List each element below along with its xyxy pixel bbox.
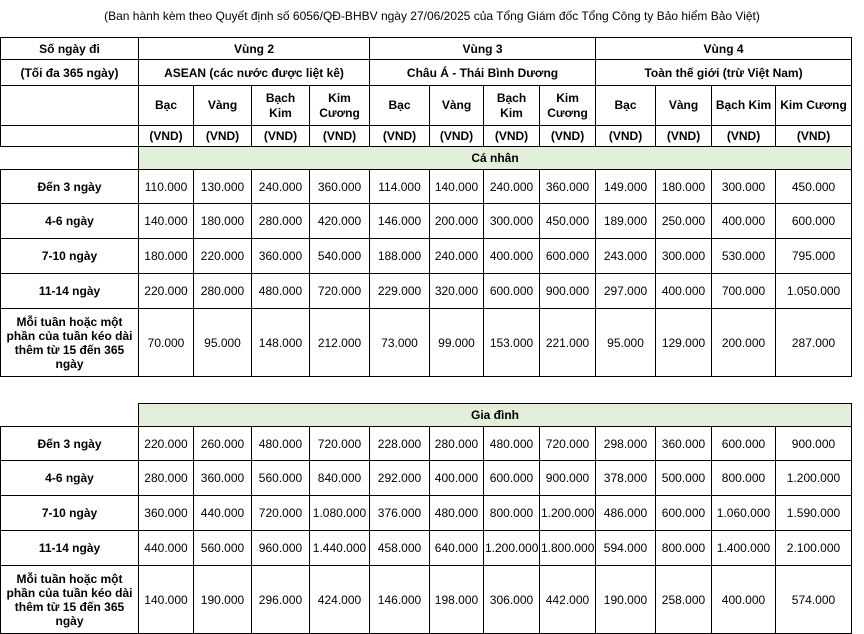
family-premium-cell: 1.200.000: [484, 531, 540, 566]
family-premium-cell: 360.000: [194, 461, 252, 496]
family-premium-cell: 440.000: [139, 531, 194, 566]
days-label: Số ngày đi: [1, 38, 139, 60]
family-premium-cell: 800.000: [484, 496, 540, 531]
personal-premium-cell: 450.000: [776, 170, 852, 204]
family-premium-cell: 480.000: [430, 496, 484, 531]
plan-header: Bạch Kim: [484, 86, 540, 126]
family-premium-cell: 378.000: [596, 461, 656, 496]
personal-premium-cell: 360.000: [310, 170, 370, 204]
currency-label: (VND): [540, 126, 596, 147]
region-2-desc: ASEAN (các nước được liệt kê): [139, 60, 370, 86]
family-premium-cell: 258.000: [656, 566, 712, 634]
personal-premium-cell: 320.000: [430, 274, 484, 309]
family-premium-cell: 1.800.000: [540, 531, 596, 566]
personal-premium-cell: 212.000: [310, 309, 370, 377]
family-premium-cell: 1.200.000: [776, 461, 852, 496]
personal-premium-cell: 220.000: [139, 274, 194, 309]
personal-premium-cell: 146.000: [370, 204, 430, 239]
personal-premium-cell: 140.000: [139, 204, 194, 239]
family-premium-cell: 800.000: [712, 461, 776, 496]
family-row-label: 11-14 ngày: [1, 531, 139, 566]
personal-premium-cell: 110.000: [139, 170, 194, 204]
family-row-label: 7-10 ngày: [1, 496, 139, 531]
currency-label: (VND): [712, 126, 776, 147]
currency-label: (VND): [596, 126, 656, 147]
personal-premium-cell: 220.000: [194, 239, 252, 274]
currency-blank: [1, 126, 139, 147]
personal-premium-cell: 73.000: [370, 309, 430, 377]
family-premium-cell: 600.000: [484, 461, 540, 496]
currency-label: (VND): [252, 126, 310, 147]
personal-row-label: Mỗi tuần hoặc một phần của tuần kéo dài thêm từ 15 đến 365 ngày: [1, 309, 139, 377]
family-premium-cell: 458.000: [370, 531, 430, 566]
plan-header: Bạc: [370, 86, 430, 126]
family-premium-cell: 190.000: [596, 566, 656, 634]
currency-label: (VND): [194, 126, 252, 147]
personal-premium-cell: 130.000: [194, 170, 252, 204]
personal-premium-cell: 148.000: [252, 309, 310, 377]
family-premium-cell: 1.590.000: [776, 496, 852, 531]
personal-premium-cell: 420.000: [310, 204, 370, 239]
family-premium-cell: 424.000: [310, 566, 370, 634]
family-premium-cell: 600.000: [712, 427, 776, 461]
family-premium-cell: 560.000: [252, 461, 310, 496]
family-section-title: Gia đình: [139, 404, 852, 427]
personal-premium-cell: 297.000: [596, 274, 656, 309]
region-3-name: Vùng 3: [370, 38, 596, 60]
personal-premium-cell: 240.000: [252, 170, 310, 204]
family-premium-cell: 292.000: [370, 461, 430, 496]
personal-premium-cell: 700.000: [712, 274, 776, 309]
plan-header: Bạch Kim: [252, 86, 310, 126]
plan-header: Vàng: [194, 86, 252, 126]
personal-premium-cell: 1.050.000: [776, 274, 852, 309]
family-premium-cell: 1.200.000: [540, 496, 596, 531]
family-premium-cell: 480.000: [484, 427, 540, 461]
personal-premium-cell: 189.000: [596, 204, 656, 239]
personal-premium-cell: 99.000: [430, 309, 484, 377]
personal-premium-cell: 300.000: [712, 170, 776, 204]
personal-premium-cell: 250.000: [656, 204, 712, 239]
personal-premium-cell: 243.000: [596, 239, 656, 274]
currency-label: (VND): [776, 126, 852, 147]
family-premium-cell: 1.400.000: [712, 531, 776, 566]
family-premium-cell: 960.000: [252, 531, 310, 566]
currency-label: (VND): [139, 126, 194, 147]
family-premium-cell: 2.100.000: [776, 531, 852, 566]
days-max: (Tối đa 365 ngày): [1, 60, 139, 86]
family-row-label: 4-6 ngày: [1, 461, 139, 496]
plan-header: Bạc: [596, 86, 656, 126]
personal-premium-cell: 180.000: [139, 239, 194, 274]
personal-premium-cell: 600.000: [540, 239, 596, 274]
family-premium-cell: 574.000: [776, 566, 852, 634]
personal-row-label: 7-10 ngày: [1, 239, 139, 274]
personal-premium-cell: 180.000: [656, 170, 712, 204]
personal-row-label: 11-14 ngày: [1, 274, 139, 309]
personal-premium-cell: 287.000: [776, 309, 852, 377]
family-row-label: Đến 3 ngày: [1, 427, 139, 461]
family-premium-cell: 1.440.000: [310, 531, 370, 566]
personal-premium-cell: 300.000: [484, 204, 540, 239]
plan-header: Vàng: [430, 86, 484, 126]
personal-premium-cell: 280.000: [252, 204, 310, 239]
personal-premium-cell: 200.000: [430, 204, 484, 239]
family-premium-cell: 306.000: [484, 566, 540, 634]
personal-premium-cell: 300.000: [656, 239, 712, 274]
family-premium-cell: 1.080.000: [310, 496, 370, 531]
family-premium-cell: 400.000: [430, 461, 484, 496]
plan-header: Bạch Kim: [712, 86, 776, 126]
family-premium-cell: 480.000: [252, 427, 310, 461]
region-3-desc: Châu Á - Thái Bình Dương: [370, 60, 596, 86]
personal-row-label: Đến 3 ngày: [1, 170, 139, 204]
family-premium-cell: 360.000: [656, 427, 712, 461]
plan-header: Kim Cương: [776, 86, 852, 126]
plan-header: Kim Cương: [310, 86, 370, 126]
personal-premium-cell: 240.000: [430, 239, 484, 274]
personal-premium-cell: 153.000: [484, 309, 540, 377]
family-premium-table: [0, 403, 852, 634]
personal-premium-cell: 360.000: [540, 170, 596, 204]
personal-row-label: 4-6 ngày: [1, 204, 139, 239]
family-premium-cell: 198.000: [430, 566, 484, 634]
family-premium-cell: 560.000: [194, 531, 252, 566]
plan-header: Kim Cương: [540, 86, 596, 126]
personal-premium-cell: 188.000: [370, 239, 430, 274]
personal-premium-cell: 221.000: [540, 309, 596, 377]
personal-premium-table: [0, 37, 852, 377]
family-premium-cell: 720.000: [310, 427, 370, 461]
family-premium-cell: 1.060.000: [712, 496, 776, 531]
family-blank: [1, 404, 139, 427]
personal-premium-cell: 600.000: [776, 204, 852, 239]
personal-premium-cell: 795.000: [776, 239, 852, 274]
family-premium-cell: 900.000: [540, 461, 596, 496]
region-2-name: Vùng 2: [139, 38, 370, 60]
family-premium-cell: 260.000: [194, 427, 252, 461]
family-premium-cell: 600.000: [656, 496, 712, 531]
family-premium-cell: 720.000: [540, 427, 596, 461]
family-premium-cell: 400.000: [712, 566, 776, 634]
family-premium-cell: 360.000: [139, 496, 194, 531]
personal-premium-cell: 400.000: [712, 204, 776, 239]
family-premium-cell: 280.000: [430, 427, 484, 461]
family-premium-cell: 190.000: [194, 566, 252, 634]
family-premium-cell: 840.000: [310, 461, 370, 496]
personal-section-title: Cá nhân: [139, 147, 852, 170]
family-premium-cell: 486.000: [596, 496, 656, 531]
personal-premium-cell: 140.000: [430, 170, 484, 204]
currency-label: (VND): [484, 126, 540, 147]
personal-premium-cell: 720.000: [310, 274, 370, 309]
region-4-name: Vùng 4: [596, 38, 852, 60]
currency-label: (VND): [430, 126, 484, 147]
family-row-label: Mỗi tuần hoặc một phần của tuần kéo dài thêm từ 15 đến 365 ngày: [1, 566, 139, 634]
plan-header: Vàng: [656, 86, 712, 126]
personal-premium-cell: 70.000: [139, 309, 194, 377]
region-4-desc: Toàn thế giới (trừ Việt Nam): [596, 60, 852, 86]
personal-premium-cell: 900.000: [540, 274, 596, 309]
personal-premium-cell: 240.000: [484, 170, 540, 204]
currency-label: (VND): [310, 126, 370, 147]
family-premium-cell: 376.000: [370, 496, 430, 531]
personal-premium-cell: 200.000: [712, 309, 776, 377]
personal-premium-cell: 114.000: [370, 170, 430, 204]
family-premium-cell: 296.000: [252, 566, 310, 634]
personal-premium-cell: 480.000: [252, 274, 310, 309]
personal-premium-cell: 400.000: [484, 239, 540, 274]
document-caption: (Ban hành kèm theo Quyết định số 6056/QĐ-BHBV ngày 27/06/2025 của Tổng Giám đốc Tổng Công ty Bảo hiểm Bảo Việt): [104, 9, 760, 23]
family-premium-cell: 298.000: [596, 427, 656, 461]
family-premium-cell: 640.000: [430, 531, 484, 566]
personal-premium-cell: 280.000: [194, 274, 252, 309]
personal-premium-cell: 540.000: [310, 239, 370, 274]
family-premium-cell: 140.000: [139, 566, 194, 634]
currency-label: (VND): [656, 126, 712, 147]
personal-premium-cell: 400.000: [656, 274, 712, 309]
family-premium-cell: 280.000: [139, 461, 194, 496]
family-premium-cell: 900.000: [776, 427, 852, 461]
family-premium-cell: 500.000: [656, 461, 712, 496]
personal-premium-cell: 450.000: [540, 204, 596, 239]
family-premium-cell: 228.000: [370, 427, 430, 461]
personal-premium-cell: 229.000: [370, 274, 430, 309]
family-premium-cell: 146.000: [370, 566, 430, 634]
personal-premium-cell: 129.000: [656, 309, 712, 377]
plan-header: Bạc: [139, 86, 194, 126]
family-premium-cell: 720.000: [252, 496, 310, 531]
personal-premium-cell: 530.000: [712, 239, 776, 274]
family-premium-cell: 594.000: [596, 531, 656, 566]
personal-premium-cell: 95.000: [596, 309, 656, 377]
family-premium-cell: 800.000: [656, 531, 712, 566]
personal-premium-cell: 360.000: [252, 239, 310, 274]
personal-premium-cell: 600.000: [484, 274, 540, 309]
plan-header-blank: [1, 86, 139, 126]
currency-label: (VND): [370, 126, 430, 147]
personal-blank: [1, 147, 139, 170]
family-premium-cell: 220.000: [139, 427, 194, 461]
family-premium-cell: 440.000: [194, 496, 252, 531]
personal-premium-cell: 95.000: [194, 309, 252, 377]
family-premium-cell: 442.000: [540, 566, 596, 634]
personal-premium-cell: 180.000: [194, 204, 252, 239]
personal-premium-cell: 149.000: [596, 170, 656, 204]
